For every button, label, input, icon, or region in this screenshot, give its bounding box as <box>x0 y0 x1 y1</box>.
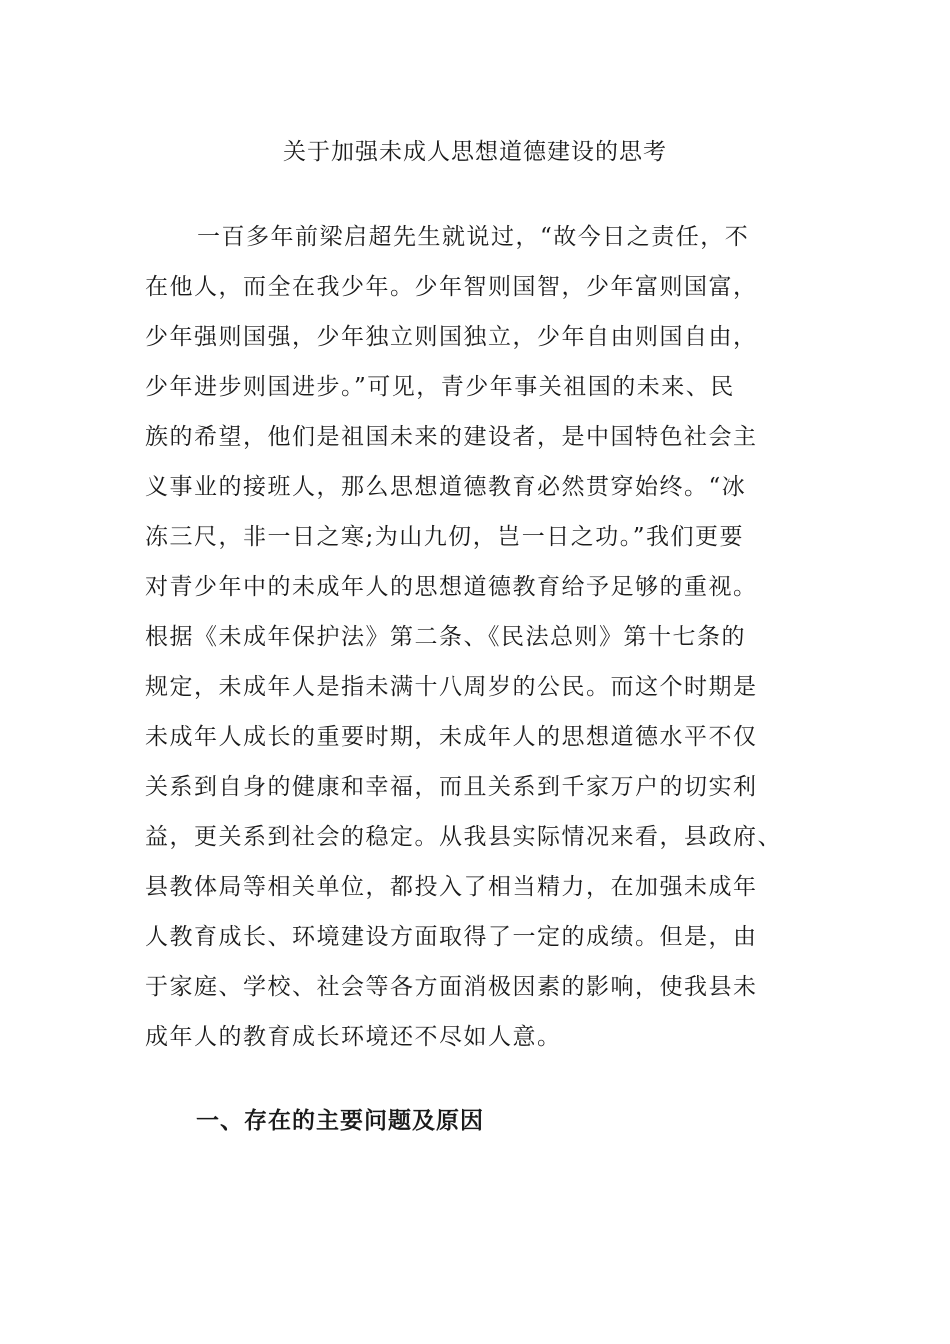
intro-paragraph <box>145 217 795 1067</box>
paragraph-line: 县教体局等相关单位，都投入了相当精力，在加强未成年 <box>145 874 758 900</box>
paragraph-line: 在他人，而全在我少年。少年智则国智，少年富则国富， <box>145 274 758 300</box>
paragraph-line: 根据《未成年保护法》第二条、《民法总则》第十七条的 <box>145 624 746 650</box>
paragraph-line: 对青少年中的未成年人的思想道德教育给予足够的重视。 <box>145 574 758 600</box>
paragraph-line: 人教育成长、环境建设方面取得了一定的成绩。但是，由 <box>145 924 758 950</box>
paragraph-line: 规定，未成年人是指未满十八周岁的公民。而这个时期是 <box>145 674 758 700</box>
paragraph-line: 于家庭、学校、社会等各方面消极因素的影响，使我县未 <box>145 974 758 1000</box>
paragraph-line: 少年进步则国进步。”可见，青少年事关祖国的未来、民 <box>145 374 735 400</box>
paragraph-line: 族的希望，他们是祖国未来的建设者，是中国特色社会主 <box>145 424 758 450</box>
paragraph-line: 未成年人成长的重要时期，未成年人的思想道德水平不仅 <box>145 724 758 750</box>
section-heading: 一、存在的主要问题及原因 <box>196 1107 484 1134</box>
paragraph-line: 少年强则国强，少年独立则国独立，少年自由则国自由， <box>145 324 758 350</box>
paragraph-line: 成年人的教育成长环境还不尽如人意。 <box>145 1024 562 1050</box>
paragraph-line: 一百多年前梁启超先生就说过，“故今日之责任，不 <box>197 224 750 250</box>
paragraph-line: 关系到自身的健康和幸福，而且关系到千家万户的切实利 <box>145 774 758 800</box>
document-title: 关于加强未成人思想道德建设的思考 <box>283 139 667 165</box>
paragraph-line: 益，更关系到社会的稳定。从我县实际情况来看，县政府、 <box>145 824 782 850</box>
paragraph-line: 义事业的接班人，那么思想道德教育必然贯穿始终。“冰 <box>145 474 747 500</box>
paragraph-line: 冻三尺，非一日之寒;为山九仞，岂一日之功。”我们更要 <box>145 524 745 550</box>
